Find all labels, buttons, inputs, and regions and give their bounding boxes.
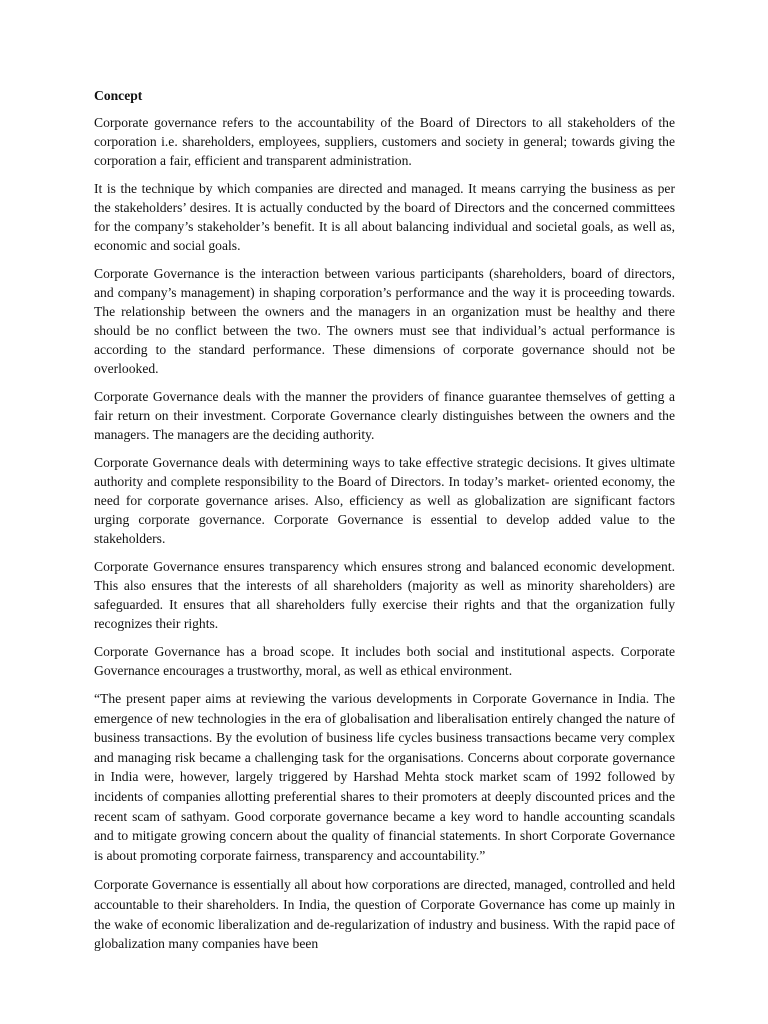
- paragraph-transparency: Corporate Governance ensures transparency which ensures strong and balanced economic development. This also ensures that the interests of all shareholders (majority as well as minority shareholders) are safeguarded. It ensures that all shareholders fully exercise their rights and that the organization fully recognizes their rights.: [94, 559, 675, 631]
- paragraph-scope: Corporate Governance has a broad scope. It includes both social and institutional aspects. Corporate Governance encourages a trustworthy, moral, as well as ethical environment.: [94, 644, 675, 678]
- paragraph-quote: “The present paper aims at reviewing the various developments in Corporate Governance in India. The emergence of new technologies in the era of globalisation and liberalisation entirely changed the nature of business transactions. By the evolution of business life cycles business transactions became very complex and managing risk became a challenging task for the organisations. Concerns about corporate governance in India were, however, largely triggered by Harshad Mehta stock market scam of 1992 followed by incidents of companies allotting preferential shares to their promoters at deeply discounted prices and the recent scam of sathyam. Good corporate governance became a key word to handle accounting scandals and to mitigate growing concern about the quality of financial statements. In short Corporate Governance is about promoting corporate fairness, transparency and accountability.”: [94, 691, 675, 863]
- paragraph-india: Corporate Governance is essentially all about how corporations are directed, managed, controlled and held accountable to their shareholders. In India, the question of Corporate Governance has come up mainly in the wake of economic liberalization and de-regularization of industry and business. With the rapid pace of globalization many companies have been: [94, 877, 675, 952]
- paragraph-strategic-decisions: Corporate Governance deals with determining ways to take effective strategic decisions. It gives ultimate authority and complete responsibility to the Board of Directors. In today’s market- oriented economy, the need for corporate governance arises. Also, efficiency as well as globalization are significant factors urging corporate governance. Corporate Governance is essential to develop added value to the stakeholders.: [94, 455, 675, 546]
- paragraph-technique: It is the technique by which companies are directed and managed. It means carrying the business as per the stakeholders’ desires. It is actually conducted by the board of Directors and the concerned committees for the company’s stakeholder’s benefit. It is all about balancing individual and societal goals, as well as, economic and social goals.: [94, 181, 675, 253]
- section-heading: Concept: [94, 88, 143, 103]
- document-page: [94, 86, 675, 964]
- paragraph-interaction: Corporate Governance is the interaction between various participants (shareholders, board of directors, and company’s management) in shaping corporation’s performance and the way it is proceeding towards. The relationship between the owners and the managers in an organization must be healthy and there should be no conflict between the two. The owners must see that individual’s actual performance is according to the standard performance. These dimensions of corporate governance should not be overlooked.: [94, 266, 675, 376]
- paragraph-definition: Corporate governance refers to the accountability of the Board of Directors to all stakeholders of the corporation i.e. shareholders, employees, suppliers, customers and society in general; towards giving the corporation a fair, efficient and transparent administration.: [94, 115, 675, 168]
- paragraph-finance: Corporate Governance deals with the manner the providers of finance guarantee themselves of getting a fair return on their investment. Corporate Governance clearly distinguishes between the owners and the managers. The managers are the deciding authority.: [94, 389, 675, 442]
